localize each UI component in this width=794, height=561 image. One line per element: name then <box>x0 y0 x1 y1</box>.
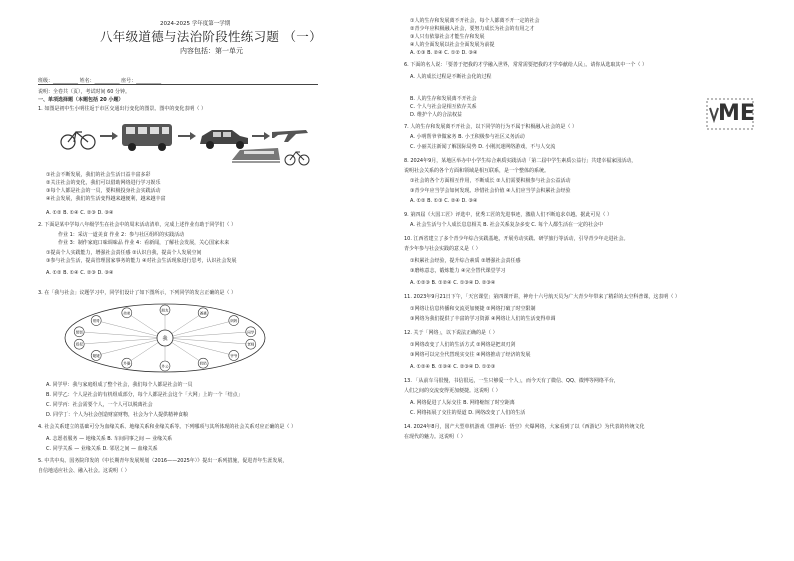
q7-opt-cd: C. 小丽关注新闻了解国际局势 D. 小刚沉迷网络游戏，不与人交流 <box>410 144 556 150</box>
diagram-person-label: 姥姥 <box>92 353 100 358</box>
bicycle-icon <box>61 132 95 149</box>
r-line-4: A. ①③ B. ②④ C. ①② D. ③④ <box>410 50 478 56</box>
diagram-person-label: 弟弟 <box>123 311 131 316</box>
q3-opt-a: A. 同学甲：我与家庭组成了整个社会，我们每个人都是社会的一员 <box>46 382 193 388</box>
q10-stem-1: 10. 江西省建立了多个青少年综合实践基地，开展劳动实践、研学旅行等活动，引导青少年走进社会。 <box>404 236 629 242</box>
q10-opt-2: ③磨练意志，锻炼能力 ④完全替代课堂学习 <box>410 268 506 274</box>
q3-opt-d: D. 同学丁：个人为社会创造财富财物，社会为个人提供精神食粮 <box>46 412 189 418</box>
q2-opt2: ③参与社会生活，提高管理国家事务的能力 ④对社会生活现象进行思考，认识社会发展 <box>46 258 237 264</box>
q7-stem: 7. 人的生存和发展离不开社会，以下同学的行为不属于积极融入社会的是（ ） <box>404 124 577 130</box>
bicycle-icon <box>285 152 309 165</box>
q1-answers: A. ①② B. ①④ C. ②③ D. ③④ <box>46 210 114 216</box>
q4-opt-ab: A. 志愿者服务 — 地缘关系 B. 车间同事之间 — 业缘关系 <box>46 436 173 442</box>
exam-note: 说明：全卷共（页），考试时间 60 分钟。 <box>38 89 131 95</box>
q12-answers: A. ①②④ B. ①③④ C. ②③④ D. ①②③ <box>410 364 496 370</box>
q2-opt1: ①提高个人实践能力，增强社会责任感 ②认识自我，提高个人发展空间 <box>46 250 202 256</box>
q12-stem: 12. 关于「网络」，以下说法正确的是（ ） <box>404 330 498 336</box>
q2-stem: 2. 下面是某中学每八年级学生在社会中的周末活动清单，完成上述作业有助于同学们（ ） <box>38 222 236 228</box>
q6-opt-c: C. 个人与社会是相互依存关系 <box>410 104 477 110</box>
q8-answers: A. ①② B. ①③ C. ②④ D. ③④ <box>410 198 478 204</box>
q10-opt-1: ①积累社会经验，提升综合素质 ②增强社会责任感 <box>410 258 521 264</box>
high-speed-train-icon <box>232 148 280 162</box>
q8-opt-1: ①社会的各个方面相互作用，不断成长 ②人们需要积极参与社会公益活动 <box>410 178 571 184</box>
page-title: 八年级道德与法治阶段性练习题 （一） <box>100 29 322 44</box>
field-underline <box>38 84 318 85</box>
q3-opt-c: C. 同学丙：社会需要个人，一个人可以脱离社会 <box>46 402 153 408</box>
q2-task2: 作业 3：制作家庭口味调味品 作业 4：看新闻，了解社会发展，关心国家未来 <box>58 240 230 246</box>
diagram-person-label: 朋友 <box>161 308 169 313</box>
diagram-person-label: 奶奶 <box>199 361 207 366</box>
section-heading: 一、单项选择题（本题包括 20 小题） <box>38 97 124 103</box>
q14-stem-2: 在现代的魅力。这说明（ ） <box>404 434 466 440</box>
diagram-center-label: 我 <box>162 336 168 342</box>
scope-text: 内容包括：第一单元 <box>180 47 243 55</box>
q10-stem-2: 青少年参与社会实践的意义是（ ） <box>404 246 481 252</box>
train-bike-images <box>230 140 310 168</box>
diagram-person-label: 叔叔 <box>75 342 83 347</box>
q14-stem-1: 14. 2024年8月，国产大型单机游戏《黑神话：悟空》火爆网络，大家看到了以《西游记》为代表的传统文化 <box>404 424 645 430</box>
r-line-3: ④人的全面发展以社会全面发展为前提 <box>410 42 495 48</box>
q11-opt-1: ①网络让信息传播和交流更加便捷 ②网络打破了时空限制 <box>410 306 536 312</box>
q9-stem: 9. 第四届《大国工匠》评选中，优秀工匠的先进事迹，激励人们不断追求卓越。据此可见（ ） <box>404 212 612 218</box>
diagram-person-label: 外公 <box>161 364 169 369</box>
q1-opt1: ①社会不断发展，我们的社会生活日益丰富多彩 <box>46 172 151 178</box>
diagram-person-label: 爸爸 <box>199 311 207 316</box>
term-text: 2024-2025 学年度第一学期 <box>160 21 231 27</box>
q13-opt-cd: C. 网络拓展了交往的渠道 D. 网络改变了人们的生活 <box>410 410 526 416</box>
diagram-person-label: 哥哥 <box>92 319 100 324</box>
diagram-person-label: 妈妈 <box>230 319 238 324</box>
q1-opt3: ③每个人都是社会的一员，要积极投身社会实践活动 <box>46 188 161 194</box>
q5-stem-2: 自信地适应社会、融入社会。这说明（ ） <box>38 468 130 474</box>
q13-opt-ab: A. 网络促进了人际交往 B. 网络缩短了时空距离 <box>410 400 515 406</box>
q6-opt-b: B. 人的生存和发展离不开社会 <box>410 96 477 102</box>
q12-opt-1: ①网络改变了人们的生活方式 ②网络是把双刃剑 <box>410 342 516 348</box>
q3-opt-b: B. 同学乙：个人是社会的有机组成部分，每个人都是社会这个「大网」上的一个「结点」 <box>46 392 243 398</box>
q13-stem-1: 13. 「从前车马很慢，书信很远，一生只够爱一个人」，而今天有了微信、QQ、微博等网络平台， <box>404 378 619 384</box>
q13-stem-2: 人们之间的交流变得更加便捷。这说明（ ） <box>404 388 501 394</box>
relationship-diagram <box>60 298 270 374</box>
bus-icon <box>122 124 172 151</box>
diagram-person-label: 同学 <box>247 330 255 335</box>
q6-opt-a: A. 人的成长过程是不断社会化的过程 <box>410 74 492 80</box>
q1-opt4: ④社会发展，我们的生活变得越来越便利，越来越丰富 <box>46 196 166 202</box>
q10-answers: A. ①②③ B. ①②④ C. ①③④ D. ②③④ <box>410 280 496 286</box>
diagram-person-label: 外婆 <box>123 361 131 366</box>
q5-stem-1: 5. 中共中央、国务院印发的《中长期青年发展规划（2016——2025年）》提出一系列措施，促进青年生涯发展， <box>38 458 288 464</box>
q8-opt-2: ③青少年应当学会如何发现、珍惜社会价值 ④人们应当学会积累社会经验 <box>410 188 571 194</box>
r-line-1: ②青少年应积极融入社会，要努力成长为社会的有用之才 <box>410 26 535 32</box>
q9-opts: A. 社会生活与个人成长息息相关 B. 社会关系复杂多变 C. 每个人都生活在一定的社会中 <box>410 222 603 228</box>
diagram-person-label: 爷爷 <box>230 353 238 358</box>
q6-opt-d: D. 维护个人的合法权益 <box>410 112 463 118</box>
q11-stem: 11. 2023年9月21日下午，「天宫课堂」第四课开讲，神舟十六号航天员为广大青少年带来了精彩的太空科普课，这表明（ ） <box>404 294 680 300</box>
diagram-person-label: 老师 <box>247 342 255 347</box>
q2-task1: 作业 1：采访一道美食 作业 2：参与社区组织的实践活动 <box>58 232 185 238</box>
q7-opt-ab: A. 小明帮爷爷做家务 B. 小王积极参与社区义务活动 <box>410 134 525 140</box>
diagram-person-label: 舅舅 <box>75 330 83 335</box>
q2-answers: A. ①② B. ①④ C. ②③ D. ③④ <box>46 270 114 276</box>
q1-opt2: ②关注社会的变化，我们可以借助网络进行学习娱乐 <box>46 180 161 186</box>
me-logo-text: ME <box>718 101 755 126</box>
r-line-0: ①人的生存和发展离不开社会，每个人都离不开一定的社会 <box>410 18 540 24</box>
q1-stem: 1. 如图是初中生小明往返于市区交通出行变化的图景。图中的变化表明（ ） <box>38 106 206 112</box>
r-line-2: ③人只有依靠社会才能生存和发展 <box>410 34 485 40</box>
student-fields: 班级：__________ 姓名：__________ 座号：__________ <box>38 78 162 84</box>
q4-opt-cd: C. 同学关系 — 业缘关系 D. 邻居之间 — 血缘关系 <box>46 446 158 452</box>
q8-stem-2: 说明社会关系的各个方面和领域是相互联系，是一个整体的系统。 <box>404 168 550 174</box>
q11-opt-2: ③网络为我们提供了丰富的学习资源 ④网络让人们的生活变得单调 <box>410 316 556 322</box>
q4-stem: 4. 社会关系建立的基础可分为血缘关系、地缘关系和业缘关系等。下列哪项与其所体现的社会关系对应正确的是（ ） <box>38 424 296 430</box>
q8-stem-1: 8. 2024年9月，某地区举办中小学生综合素质实践活动「第二届中学生素质公益行」共建幸福家园活动， <box>404 158 637 164</box>
q12-opt-2: ③网络可以完全代替现实交往 ④网络推动了经济的发展 <box>410 352 531 358</box>
q3-stem: 3. 在「我与社会」议题学习中，同学们设计了如下图所示，下列同学的发言正确的是（ ） <box>38 290 236 296</box>
q6-stem: 6. 下面的名人说：「要善于把我的才学融入世界，常常需要把我的才学奉献给人民」。请你从选取其中一个（ ） <box>404 62 647 68</box>
